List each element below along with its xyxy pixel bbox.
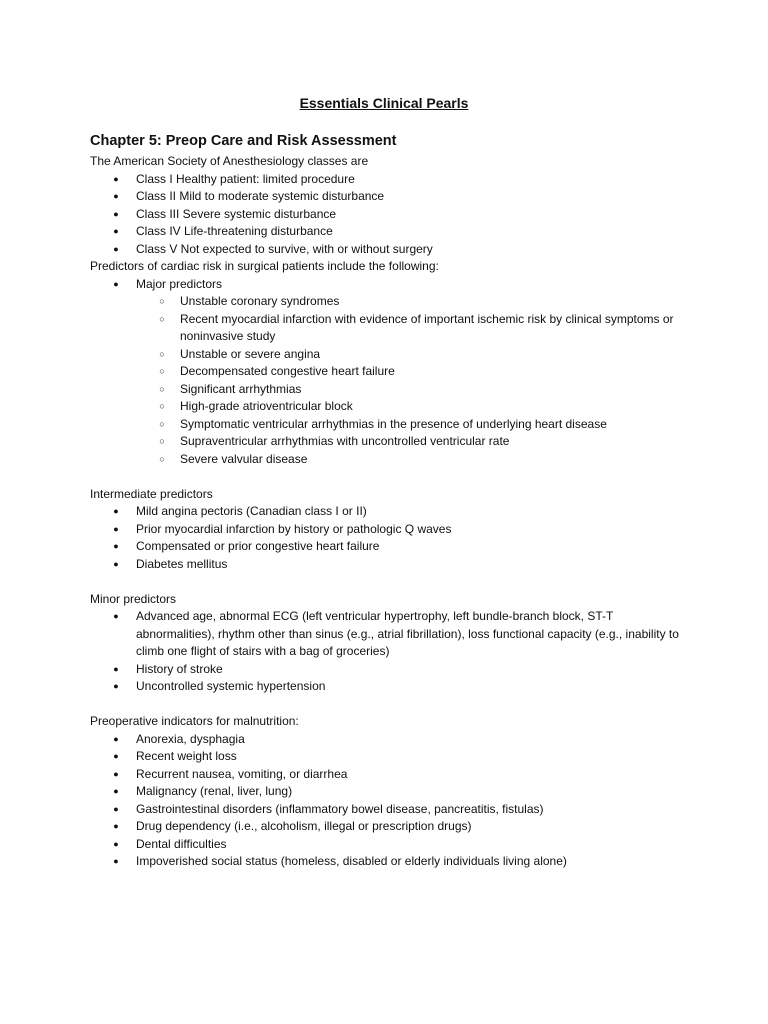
bullet-icon: ●: [113, 803, 119, 814]
document-title: Essentials Clinical Pearls: [299, 95, 469, 111]
bullet-icon: ●: [113, 523, 119, 534]
list-item: ● Impoverished social status (homeless, disabled or elderly individuals living alone): [90, 853, 690, 871]
bullet-icon: ●: [113, 558, 119, 569]
list-item: ● Mild angina pectoris (Canadian class I or II): [90, 503, 690, 521]
sub-bullet-icon: ○: [159, 366, 165, 376]
list-item: ● Prior myocardial infarction by history or pathologic Q waves: [90, 521, 690, 539]
bullet-icon: ●: [113, 786, 119, 796]
bullet-icon: ●: [113, 506, 119, 516]
list-item: ● Drug dependency (i.e., alcoholism, illegal or prescription drugs): [90, 818, 690, 836]
list-item: ○ High-grade atrioventricular block: [90, 398, 690, 416]
list-item: ● Recent weight loss: [90, 748, 690, 766]
list-item: ● Gastrointestinal disorders (inflammatory bowel disease, pancreatitis, fistulas): [90, 801, 690, 819]
bullet-icon: ●: [113, 768, 119, 779]
bullet-icon: ●: [113, 681, 119, 691]
list-item: ● Uncontrolled systemic hypertension: [90, 678, 690, 696]
sub-bullet-icon: ○: [159, 296, 165, 306]
list-item: ○ Symptomatic ventricular arrhythmias in the presence of underlying heart disease: [90, 416, 690, 434]
list-item: ● Recurrent nausea, vomiting, or diarrhea: [90, 766, 690, 784]
bullet-icon: ●: [113, 838, 119, 849]
major-predictor-list: [90, 276, 690, 469]
list-item: ● Diabetes mellitus: [90, 556, 690, 574]
intermediate-label: Intermediate predictors: [90, 486, 213, 501]
bullet-icon: ●: [113, 278, 119, 289]
list-item: ● Class V Not expected to survive, with or without surgery: [90, 241, 690, 259]
bullet-icon: ●: [113, 821, 119, 831]
list-item: ○ Unstable coronary syndromes: [90, 293, 690, 311]
list-item: ● Class II Mild to moderate systemic disturbance: [90, 188, 690, 206]
list-item: ○ Recent myocardial infarction with evidence of important ischemic risk by clinical symptoms or noninvasive study: [90, 311, 690, 346]
list-item: ○ Supraventricular arrhythmias with uncontrolled ventricular rate: [90, 433, 690, 451]
sub-bullet-icon: ○: [159, 436, 165, 446]
bullet-icon: ●: [113, 856, 119, 866]
bullet-icon: ●: [113, 173, 119, 184]
sub-bullet-icon: ○: [159, 453, 165, 464]
bullet-icon: ●: [113, 611, 119, 621]
spacer: [90, 696, 690, 714]
asa-intro: The American Society of Anesthesiology classes are: [90, 154, 369, 168]
asa-class-list: [90, 171, 690, 259]
document-body: [90, 131, 690, 871]
bullet-icon: ●: [113, 191, 119, 201]
list-item: ○ Significant arrhythmias: [90, 381, 690, 399]
list-item: ● Class IV Life-threatening disturbance: [90, 223, 690, 241]
bullet-icon: ●: [113, 226, 119, 236]
spacer: [90, 573, 690, 591]
minor-label: Minor predictors: [90, 591, 177, 606]
bullet-icon: ●: [113, 208, 119, 219]
sub-bullet-icon: ○: [159, 348, 165, 359]
bullet-icon: ●: [113, 541, 119, 551]
list-item: ○ Severe valvular disease: [90, 451, 690, 469]
sub-bullet-icon: ○: [159, 401, 165, 411]
minor-predictor-list: [90, 608, 690, 696]
list-item: ● Class III Severe systemic disturbance: [90, 206, 690, 224]
bullet-icon: ●: [113, 751, 119, 761]
major-predictor-items: [136, 293, 690, 468]
malnutrition-label: Preoperative indicators for malnutrition:: [90, 714, 299, 728]
list-item: ○ Unstable or severe angina: [90, 346, 690, 364]
list-item: ○ Decompensated congestive heart failure: [90, 363, 690, 381]
list-item: [90, 276, 690, 469]
major-label: Major predictors: [136, 276, 223, 291]
sub-bullet-icon: ○: [159, 313, 165, 324]
list-item: ● Compensated or prior congestive heart failure: [90, 538, 690, 556]
sub-bullet-icon: ○: [159, 383, 165, 394]
intermediate-predictor-list: [90, 503, 690, 573]
bullet-icon: ●: [113, 663, 119, 674]
spacer: [90, 468, 690, 486]
sub-bullet-icon: ○: [159, 418, 165, 429]
bullet-icon: ●: [113, 733, 119, 744]
chapter-heading: Chapter 5: Preop Care and Risk Assessment: [90, 133, 397, 149]
list-item: ● Anorexia, dysphagia: [90, 731, 690, 749]
list-item: ● Dental difficulties: [90, 836, 690, 854]
malnutrition-indicator-list: [90, 731, 690, 871]
list-item: ● History of stroke: [90, 661, 690, 679]
cardiac-intro: Predictors of cardiac risk in surgical patients include the following:: [90, 259, 439, 273]
list-item: ● Advanced age, abnormal ECG (left ventricular hypertrophy, left bundle-branch block, ST-T abnormalities), rhythm other than sinus (e.g., atrial fibrillation), loss functional capacity (e.g., inability to climb one flight of stairs with a bag of groceries): [90, 608, 690, 661]
list-item: ● Malignancy (renal, liver, lung): [90, 783, 690, 801]
list-item: ● Class I Healthy patient: limited procedure: [90, 171, 690, 189]
bullet-icon: ●: [113, 243, 119, 254]
